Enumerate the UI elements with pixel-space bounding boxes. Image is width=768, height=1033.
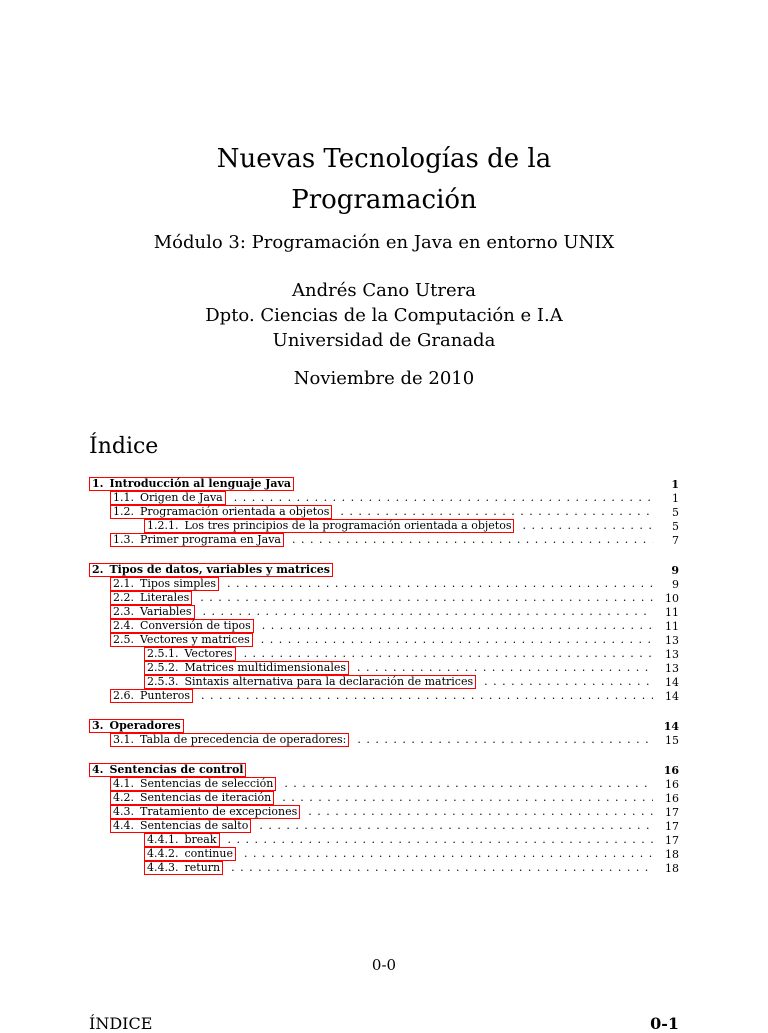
document-title-line1: Nuevas Tecnologías de la [216, 144, 552, 174]
toc-link[interactable]: 2.5.3. Sintaxis alternativa para la declaración de matrices [144, 675, 476, 689]
toc-link[interactable]: 2.5. Vectores y matrices [110, 633, 253, 647]
toc-leader-dots [261, 634, 653, 646]
toc-entry[interactable] [110, 689, 679, 703]
toc-leader-dots [234, 492, 653, 504]
toc-page-number: 5 [672, 519, 679, 533]
toc-page-number: 1 [672, 491, 679, 505]
toc-page-number: 14 [663, 719, 679, 733]
toc-link[interactable]: 4.4.1. break [144, 833, 220, 847]
toc-page-number: 11 [665, 619, 679, 633]
toc-page-number: 10 [665, 591, 679, 605]
toc-entry[interactable] [110, 577, 679, 591]
next-page-header: ÍNDICE [89, 1014, 153, 1033]
toc-page-number: 9 [671, 563, 679, 577]
toc-entry[interactable] [144, 861, 679, 875]
toc-entry[interactable] [144, 833, 679, 847]
toc-leader-dots [259, 820, 653, 832]
toc-page-number: 13 [665, 647, 679, 661]
toc-page-number: 13 [665, 661, 679, 675]
toc-leader-dots [357, 734, 653, 746]
toc-leader-dots [292, 534, 653, 546]
toc-entry[interactable] [110, 805, 679, 819]
toc-page-number: 18 [665, 861, 679, 875]
toc-leader-dots [228, 834, 653, 846]
index-heading: Índice [89, 434, 159, 459]
toc-link[interactable]: 1.2.1. Los tres principios de la programación orientada a objetos [144, 519, 514, 533]
toc-page-number: 17 [665, 819, 679, 833]
toc-page-number: 9 [672, 577, 679, 591]
toc-link[interactable]: 4.2. Sentencias de iteración [110, 791, 274, 805]
toc-page-number: 17 [665, 833, 679, 847]
toc-link[interactable]: 4.4. Sentencias de salto [110, 819, 251, 833]
document-subtitle: Módulo 3: Programación en Java en entorno UNIX [153, 232, 615, 253]
toc-leader-dots [340, 506, 653, 518]
toc-link[interactable]: 2.4. Conversión de tipos [110, 619, 254, 633]
toc-link[interactable]: 2.2. Literales [110, 591, 192, 605]
toc-leader-dots [244, 648, 653, 660]
toc-leader-dots [201, 690, 653, 702]
toc-link[interactable]: 1.1. Origen de Java [110, 491, 226, 505]
next-page-number: 0-1 [650, 1014, 679, 1033]
toc-entry[interactable] [89, 477, 679, 491]
toc-entry[interactable] [89, 563, 679, 577]
toc-page-number: 16 [665, 791, 679, 805]
toc-leader-dots [282, 792, 653, 804]
toc-page-number: 7 [672, 533, 679, 547]
toc-page-number: 17 [665, 805, 679, 819]
author-department: Dpto. Ciencias de la Computación e I.A [205, 305, 563, 326]
toc-entry[interactable] [110, 633, 679, 647]
toc-entry[interactable] [110, 791, 679, 805]
toc-link[interactable]: 4.4.2. continue [144, 847, 236, 861]
toc-page-number: 11 [665, 605, 679, 619]
toc-leader-dots [231, 862, 653, 874]
toc-link[interactable]: 2.5.2. Matrices multidimensionales [144, 661, 349, 675]
toc-link[interactable]: 2.5.1. Vectores [144, 647, 236, 661]
page-number: 0-0 [371, 956, 397, 974]
toc-entry[interactable] [110, 591, 679, 605]
toc-link[interactable]: 4.4.3. return [144, 861, 223, 875]
toc-leader-dots [308, 806, 653, 818]
toc-entry[interactable] [89, 763, 679, 777]
toc-link[interactable]: 1. Introducción al lenguaje Java [89, 477, 294, 491]
toc-leader-dots [200, 592, 653, 604]
author-university: Universidad de Granada [272, 330, 496, 351]
toc-leader-dots [227, 578, 653, 590]
toc-page-number: 5 [672, 505, 679, 519]
toc-entry[interactable] [110, 819, 679, 833]
toc-link[interactable]: 4. Sentencias de control [89, 763, 246, 777]
toc-leader-dots [244, 848, 653, 860]
toc-entry[interactable] [144, 519, 679, 533]
toc-page-number: 15 [665, 733, 679, 747]
document-date: Noviembre de 2010 [293, 368, 475, 389]
toc-leader-dots [484, 676, 653, 688]
toc-link[interactable]: 1.3. Primer programa en Java [110, 533, 284, 547]
toc-link[interactable]: 2.6. Punteros [110, 689, 193, 703]
toc-entry[interactable] [144, 661, 679, 675]
toc-page-number: 16 [663, 763, 679, 777]
toc-leader-dots [284, 778, 653, 790]
toc-link[interactable]: 4.3. Tratamiento de excepciones [110, 805, 300, 819]
toc-entry[interactable] [89, 719, 679, 733]
toc-leader-dots [262, 620, 653, 632]
toc-page-number: 18 [665, 847, 679, 861]
toc-link[interactable]: 1.2. Programación orientada a objetos [110, 505, 332, 519]
author-name: Andrés Cano Utrera [292, 280, 476, 301]
toc-leader-dots [522, 520, 653, 532]
toc-entry[interactable] [144, 675, 679, 689]
toc-entry[interactable] [110, 505, 679, 519]
toc-entry[interactable] [144, 847, 679, 861]
toc-entry[interactable] [110, 605, 679, 619]
toc-link[interactable]: 2. Tipos de datos, variables y matrices [89, 563, 333, 577]
toc-entry[interactable] [110, 491, 679, 505]
toc-page-number: 1 [671, 477, 679, 491]
toc-entry[interactable] [110, 733, 679, 747]
toc-entry[interactable] [110, 619, 679, 633]
toc-entry[interactable] [144, 647, 679, 661]
toc-link[interactable]: 4.1. Sentencias de selección [110, 777, 276, 791]
toc-page-number: 14 [665, 689, 679, 703]
toc-entry[interactable] [110, 533, 679, 547]
toc-leader-dots [203, 606, 653, 618]
toc-page-number: 13 [665, 633, 679, 647]
toc-page-number: 14 [665, 675, 679, 689]
toc-page-number: 16 [665, 777, 679, 791]
toc-link[interactable]: 3.1. Tabla de precedencia de operadores: [110, 733, 349, 747]
toc-link[interactable]: 3. Operadores [89, 719, 184, 733]
toc-leader-dots [357, 662, 653, 674]
toc-entry[interactable] [110, 777, 679, 791]
toc-link[interactable]: 2.3. Variables [110, 605, 195, 619]
document-title-line2: Programación [291, 185, 477, 215]
toc-link[interactable]: 2.1. Tipos simples [110, 577, 219, 591]
